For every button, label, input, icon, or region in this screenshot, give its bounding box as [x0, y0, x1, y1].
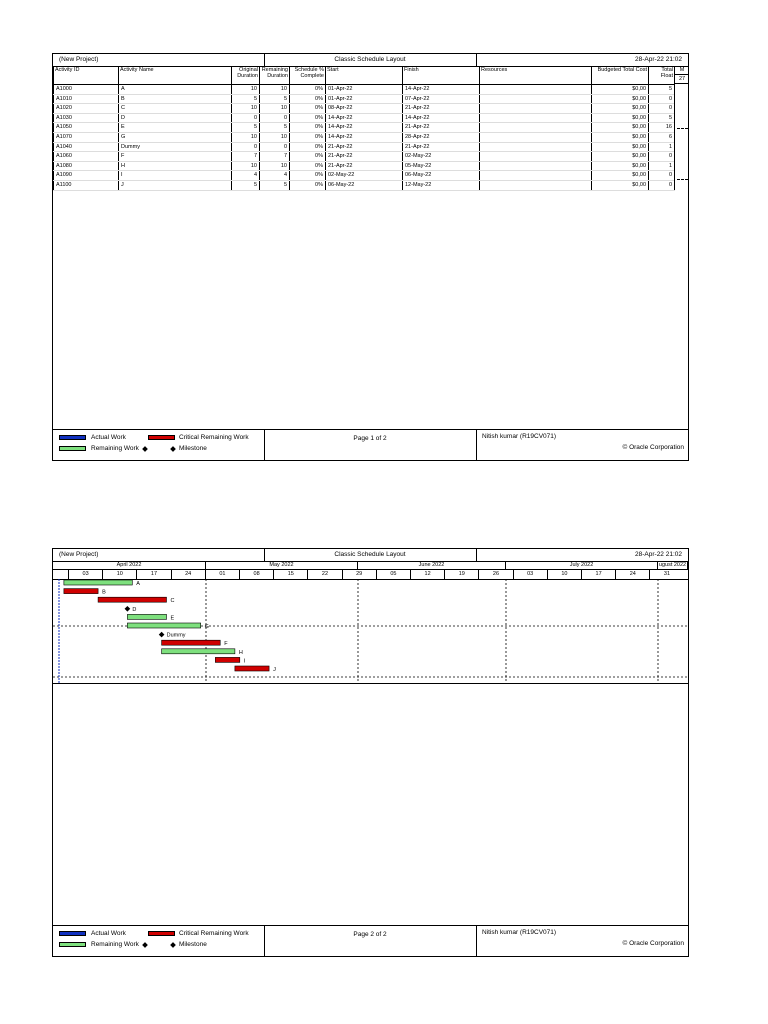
cell-start: 21-Apr-22	[326, 161, 403, 171]
cell-rd: 0	[260, 142, 290, 152]
cell-od: 7	[232, 152, 260, 162]
cell-start: 14-Apr-22	[326, 132, 403, 142]
table-row[interactable]	[54, 180, 675, 190]
layout-name: Classic Schedule Layout	[334, 56, 406, 63]
timescale-week: 24	[171, 570, 205, 579]
cell-id: A1030	[54, 113, 119, 123]
cell-start: 21-Apr-22	[326, 142, 403, 152]
project-name: (New Project)	[59, 56, 99, 63]
cell-finish: 02-May-22	[403, 152, 480, 162]
col-schedule-percent[interactable]: Schedule % Complete	[290, 67, 326, 85]
gantt-bar[interactable]	[64, 589, 98, 594]
cell-cost: $0,00	[592, 161, 649, 171]
gantt-bar-label: J	[273, 667, 276, 673]
cell-od: 0	[232, 142, 260, 152]
table-row[interactable]	[54, 94, 675, 104]
cell-od: 10	[232, 104, 260, 114]
cell-float: 1	[649, 142, 675, 152]
cell-pct: 0%	[290, 180, 326, 190]
project-name: (New Project)	[59, 551, 99, 558]
cell-name: J	[119, 180, 232, 190]
layout-name: Classic Schedule Layout	[334, 551, 406, 558]
cell-float: 0	[649, 152, 675, 162]
timescale-week: 31	[649, 570, 683, 579]
cell-id: A1020	[54, 104, 119, 114]
legend-actual-work: Actual Work	[91, 930, 126, 937]
timescale-stub	[674, 66, 689, 181]
page-number: Page 1 of 2	[353, 435, 387, 442]
gantt-bar-label: C	[170, 598, 175, 605]
cell-start: 08-Apr-22	[326, 104, 403, 114]
cell-cost: $0,00	[592, 94, 649, 104]
cell-start: 21-Apr-22	[326, 152, 403, 162]
cell-cost: $0,00	[592, 113, 649, 123]
cell-id: A1070	[54, 132, 119, 142]
critical-work-swatch	[148, 435, 175, 440]
cell-name: B	[119, 94, 232, 104]
cell-name: D	[119, 113, 232, 123]
cell-name: E	[119, 123, 232, 133]
cell-rd: 10	[260, 85, 290, 95]
cell-start: 14-Apr-22	[326, 113, 403, 123]
page-footer	[53, 429, 688, 460]
col-finish[interactable]: Finish	[403, 67, 480, 85]
cell-pct: 0%	[290, 113, 326, 123]
milestone-icon	[142, 942, 148, 948]
cell-name: H	[119, 161, 232, 171]
table-row[interactable]	[54, 171, 675, 181]
cell-pct: 0%	[290, 104, 326, 114]
timescale-week: 15	[273, 570, 307, 579]
cell-finish: 21-Apr-22	[403, 104, 480, 114]
remaining-work-swatch	[59, 942, 86, 947]
timescale-week: 26	[478, 570, 512, 579]
legend-milestone: Milestone	[179, 941, 207, 948]
cell-resources	[480, 161, 592, 171]
legend-critical-work: Critical Remaining Work	[179, 930, 249, 937]
col-activity-id[interactable]: Activity ID	[54, 67, 119, 85]
cell-pct: 0%	[290, 152, 326, 162]
gantt-bar[interactable]	[162, 640, 221, 645]
cell-id: A1090	[54, 171, 119, 181]
cell-resources	[480, 180, 592, 190]
gantt-bar[interactable]	[127, 614, 166, 619]
cell-rd: 5	[260, 180, 290, 190]
gantt-bar-label: E	[170, 615, 175, 622]
legend-critical-work: Critical Remaining Work	[179, 434, 249, 441]
gantt-bar-label: H	[238, 649, 243, 656]
cell-od: 5	[232, 180, 260, 190]
timescale-week: 12	[410, 570, 444, 579]
gantt-bar[interactable]	[235, 666, 269, 671]
cell-rd: 10	[260, 104, 290, 114]
timescale-month: June 2022	[358, 561, 506, 569]
col-resources[interactable]: Resources	[480, 67, 592, 85]
stub-month: M	[675, 66, 689, 75]
cell-finish: 28-Apr-22	[403, 132, 480, 142]
milestone-icon	[142, 446, 148, 452]
cell-finish: 06-May-22	[403, 171, 480, 181]
cell-finish: 21-Apr-22	[403, 142, 480, 152]
timescale-week: 19	[444, 570, 478, 579]
milestone-icon	[170, 942, 176, 948]
cell-pct: 0%	[290, 161, 326, 171]
cell-name: I	[119, 171, 232, 181]
gantt-bar[interactable]	[98, 597, 166, 602]
gantt-bar-label: G	[204, 624, 209, 630]
cell-float: 5	[649, 85, 675, 95]
cell-float: 16	[649, 123, 675, 133]
cell-finish: 12-May-22	[403, 180, 480, 190]
cell-id: A1040	[54, 142, 119, 152]
table-row[interactable]	[54, 142, 675, 152]
col-start[interactable]: Start	[326, 67, 403, 85]
cell-rd: 5	[260, 94, 290, 104]
gantt-bar-label: Dummy	[166, 632, 186, 639]
timescale-week: 10	[102, 570, 136, 579]
gantt-bar[interactable]	[64, 580, 132, 585]
cell-finish: 14-Apr-22	[403, 85, 480, 95]
report-page-1	[52, 53, 689, 461]
cell-id: A1010	[54, 94, 119, 104]
cell-finish: 21-Apr-22	[403, 123, 480, 133]
author-name: Nitish kumar (R19CV071)	[482, 929, 557, 936]
col-budgeted-cost[interactable]: Budgeted Total Cost	[592, 67, 649, 85]
cell-float: 5	[649, 113, 675, 123]
page-footer	[53, 925, 688, 956]
cell-id: A1100	[54, 180, 119, 190]
cell-finish: 14-Apr-22	[403, 113, 480, 123]
legend-milestone: Milestone	[179, 445, 207, 452]
cell-cost: $0,00	[592, 180, 649, 190]
cell-cost: $0,00	[592, 104, 649, 114]
cell-cost: $0,00	[592, 171, 649, 181]
gantt-timescale	[53, 561, 688, 580]
cell-od: 4	[232, 171, 260, 181]
cell-float: 0	[649, 104, 675, 114]
timescale-month: ugust 2022	[658, 562, 687, 568]
cell-cost: $0,00	[592, 123, 649, 133]
copyright-text: © Oracle Corporation	[622, 940, 684, 947]
timescale-week: 17	[581, 570, 615, 579]
col-total-float[interactable]: Total Float	[649, 67, 675, 85]
remaining-work-swatch	[59, 446, 86, 451]
cell-pct: 0%	[290, 171, 326, 181]
col-activity-name[interactable]: Activity Name	[119, 67, 232, 85]
author-name: Nitish kumar (R19CV071)	[482, 433, 557, 440]
cell-id: A1060	[54, 152, 119, 162]
gantt-milestone[interactable]	[159, 632, 165, 638]
cell-cost: $0,00	[592, 152, 649, 162]
table-row[interactable]	[54, 132, 675, 142]
milestone-icon	[170, 446, 176, 452]
timescale-week: 05	[376, 570, 410, 579]
gantt-milestone[interactable]	[125, 606, 131, 612]
gantt-bar[interactable]	[127, 623, 200, 628]
cell-pct: 0%	[290, 142, 326, 152]
actual-work-swatch	[59, 435, 86, 440]
cell-start: 01-Apr-22	[326, 85, 403, 95]
cell-od: 10	[232, 85, 260, 95]
cell-cost: $0,00	[592, 132, 649, 142]
activity-table	[53, 66, 675, 191]
cell-float: 0	[649, 171, 675, 181]
table-row[interactable]	[54, 161, 675, 171]
cell-name: G	[119, 132, 232, 142]
gantt-bar-label: D	[132, 606, 137, 613]
cell-resources	[480, 94, 592, 104]
activity-table-body	[54, 85, 675, 191]
cell-resources	[480, 104, 592, 114]
stub-day: 27	[675, 75, 689, 84]
cell-rd: 4	[260, 171, 290, 181]
actual-work-swatch	[59, 931, 86, 936]
copyright-text: © Oracle Corporation	[622, 444, 684, 451]
timescale-week: 29	[342, 570, 376, 579]
timescale-week: 08	[239, 570, 273, 579]
cell-rd: 5	[260, 123, 290, 133]
report-datetime: 28-Apr-22 21:02	[635, 56, 682, 63]
cell-resources	[480, 123, 592, 133]
cell-float: 0	[649, 94, 675, 104]
legend-remaining-work: Remaining Work	[91, 941, 139, 948]
timescale-month: April 2022	[53, 561, 206, 569]
timescale-month: July 2022	[506, 561, 658, 569]
cell-start: 01-Apr-22	[326, 94, 403, 104]
cell-resources	[480, 132, 592, 142]
timescale-month: May 2022	[206, 561, 358, 569]
cell-finish: 05-May-22	[403, 161, 480, 171]
cell-float: 6	[649, 132, 675, 142]
cell-od: 0	[232, 113, 260, 123]
cell-resources	[480, 85, 592, 95]
gantt-bar[interactable]	[215, 657, 239, 662]
cell-pct: 0%	[290, 132, 326, 142]
gantt-bar-label: F	[224, 641, 228, 648]
timescale-week: 03	[513, 570, 547, 579]
cell-id: A1080	[54, 161, 119, 171]
timescale-week: 24	[615, 570, 649, 579]
cell-start: 14-Apr-22	[326, 123, 403, 133]
cell-name: F	[119, 152, 232, 162]
cell-pct: 0%	[290, 123, 326, 133]
cell-name: Dummy	[119, 142, 232, 152]
critical-work-swatch	[148, 931, 175, 936]
page-number: Page 2 of 2	[353, 931, 387, 938]
col-original-duration[interactable]: Original Duration	[232, 67, 260, 85]
cell-od: 5	[232, 94, 260, 104]
cell-resources	[480, 142, 592, 152]
gantt-chart	[53, 579, 688, 684]
cell-start: 06-May-22	[326, 180, 403, 190]
cell-od: 10	[232, 161, 260, 171]
cell-float: 0	[649, 180, 675, 190]
cell-cost: $0,00	[592, 85, 649, 95]
timescale-week: 01	[205, 570, 239, 579]
table-header-row	[54, 67, 675, 85]
cell-od: 10	[232, 132, 260, 142]
cell-rd: 0	[260, 113, 290, 123]
cell-rd: 7	[260, 152, 290, 162]
legend-actual-work: Actual Work	[91, 434, 126, 441]
cell-finish: 07-Apr-22	[403, 94, 480, 104]
cell-rd: 10	[260, 132, 290, 142]
timescale-week: 22	[307, 570, 341, 579]
table-row[interactable]	[54, 85, 675, 95]
table-row[interactable]	[54, 123, 675, 133]
table-row[interactable]	[54, 113, 675, 123]
cell-resources	[480, 113, 592, 123]
cell-pct: 0%	[290, 94, 326, 104]
table-row[interactable]	[54, 104, 675, 114]
gantt-bar-label: I	[243, 658, 246, 665]
timescale-week: 03	[68, 570, 102, 579]
gantt-bar-label: A	[136, 581, 140, 587]
cell-name: A	[119, 85, 232, 95]
cell-rd: 10	[260, 161, 290, 171]
cell-name: C	[119, 104, 232, 114]
timescale-week: 10	[547, 570, 581, 579]
cell-id: A1000	[54, 85, 119, 95]
cell-resources	[480, 171, 592, 181]
cell-cost: $0,00	[592, 142, 649, 152]
legend-remaining-work: Remaining Work	[91, 445, 139, 452]
cell-float: 1	[649, 161, 675, 171]
timescale-week: 17	[136, 570, 170, 579]
report-page-2	[52, 548, 689, 957]
gantt-bar[interactable]	[162, 649, 235, 654]
cell-start: 02-May-22	[326, 171, 403, 181]
cell-pct: 0%	[290, 85, 326, 95]
report-datetime: 28-Apr-22 21:02	[635, 551, 682, 558]
col-remaining-duration[interactable]: Remaining Duration	[260, 67, 290, 85]
table-row[interactable]	[54, 152, 675, 162]
gantt-bar-label: B	[102, 589, 106, 596]
cell-resources	[480, 152, 592, 162]
cell-id: A1050	[54, 123, 119, 133]
cell-od: 5	[232, 123, 260, 133]
